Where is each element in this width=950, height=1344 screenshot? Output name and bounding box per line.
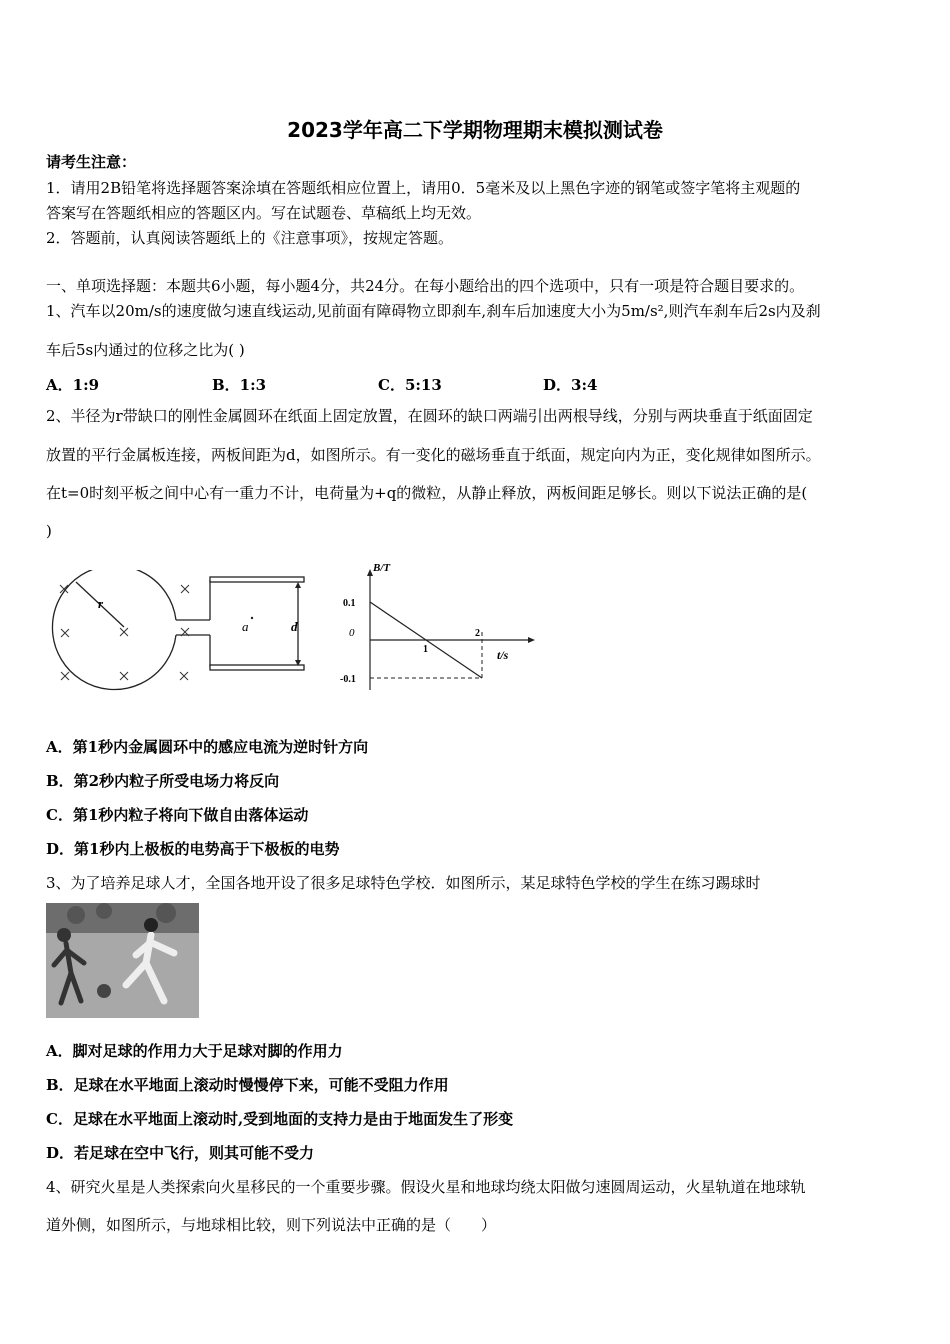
lower-plate [210, 665, 304, 670]
section-heading: 一、单项选择题：本题共6小题，每小题4分，共24分。在每小题给出的四个选项中，只有一项是符合题目要求的。 [46, 277, 805, 295]
x-tick-label: 1 [423, 644, 428, 655]
upper-plate [210, 577, 304, 582]
q3-option-d: D．若足球在空中飞行，则其可能不受力 [46, 1144, 315, 1162]
q2-text: ) [46, 522, 52, 540]
gap-label: d [291, 619, 298, 634]
x-axis-label: t/s [497, 648, 509, 662]
q1-option-d: D．3:4 [543, 376, 598, 394]
ring-capacitor-figure [50, 570, 315, 695]
notice-line: 1．请用2B铅笔将选择题答案涂填在答题纸相应位置上，请用0．5毫米及以上黑色字迹的钢笔或签字笔将主观题的 [46, 179, 801, 197]
q1-option-b: B．1:3 [212, 376, 267, 394]
q2-text: 2、半径为r带缺口的刚性金属圆环在纸面上固定放置，在圆环的缺口两端引出两根导线，分别与两块垂直于纸面固定 [46, 407, 813, 425]
y-tick-label: 0 [349, 627, 355, 639]
q4-text: 道外侧，如图所示，与地球相比较，则下列说法中正确的是（ ） [46, 1216, 497, 1234]
notice-line: 答案写在答题纸相应的答题区内。写在试题卷、草稿纸上均无效。 [46, 204, 482, 222]
radius-label: r [98, 596, 104, 611]
q2-text: 放置的平行金属板连接，两板间距为d，如图所示。有一变化的磁场垂直于纸面，规定向内为正，变化规律如图所示。 [46, 446, 821, 464]
b-t-graph [335, 555, 545, 695]
q3-option-b: B．足球在水平地面上滚动时慢慢停下来，可能不受阻力作用 [46, 1076, 449, 1094]
q2-text: 在t=0时刻平板之间中心有一重力不计，电荷量为+q的微粒，从静止释放，两板间距足够长。则以下说法正确的是( [46, 484, 808, 502]
q1-text: 车后5s内通过的位移之比为( ) [46, 341, 245, 359]
y-axis-label: B/T [373, 562, 391, 574]
q3-option-a: A．脚对足球的作用力大于足球对脚的作用力 [46, 1042, 343, 1060]
notice-line: 2．答题前，认真阅读答题纸上的《注意事项》，按规定答题。 [46, 229, 454, 247]
q1-option-a: A．1:9 [46, 376, 100, 394]
y-tick-label: -0.1 [340, 674, 356, 685]
q2-option-b: B．第2秒内粒子所受电场力将反向 [46, 772, 280, 790]
metal-ring [52, 570, 176, 690]
q2-option-a: A．第1秒内金属圆环中的感应电流为逆时针方向 [46, 738, 369, 756]
y-tick-label: 0.1 [343, 598, 356, 609]
q4-text: 4、研究火星是人类探索向火星移民的一个重要步骤。假设火星和地球均绕太阳做匀速圆周运动，火星轨道在地球轨 [46, 1178, 806, 1196]
q3-option-c: C．足球在水平地面上滚动时,受到地面的支持力是由于地面发生了形变 [46, 1110, 514, 1128]
football-players-photo [46, 903, 199, 1018]
b-line-segment [426, 640, 482, 678]
x-tick-label: 2 [475, 628, 480, 639]
q1-option-c: C．5:13 [378, 376, 442, 394]
q2-option-c: C．第1秒内粒子将向下做自由落体运动 [46, 806, 309, 824]
q1-text: 1、汽车以20m/s的速度做匀速直线运动,见前面有障碍物立即刹车,刹车后加速度大小为5m/s²,则汽车刹车后2s内及刹 [46, 302, 821, 320]
notice-heading: 请考生注意： [46, 153, 137, 171]
q3-text: 3、为了培养足球人才，全国各地开设了很多足球特色学校．如图所示，某足球特色学校的学生在练习踢球时 [46, 874, 761, 892]
q2-option-d: D．第1秒内上极板的电势高于下极板的电势 [46, 840, 340, 858]
page-title: 2023学年高二下学期物理期末模拟测试卷 [287, 118, 663, 142]
b-line-segment [370, 602, 426, 640]
particle-label: a [242, 619, 249, 634]
